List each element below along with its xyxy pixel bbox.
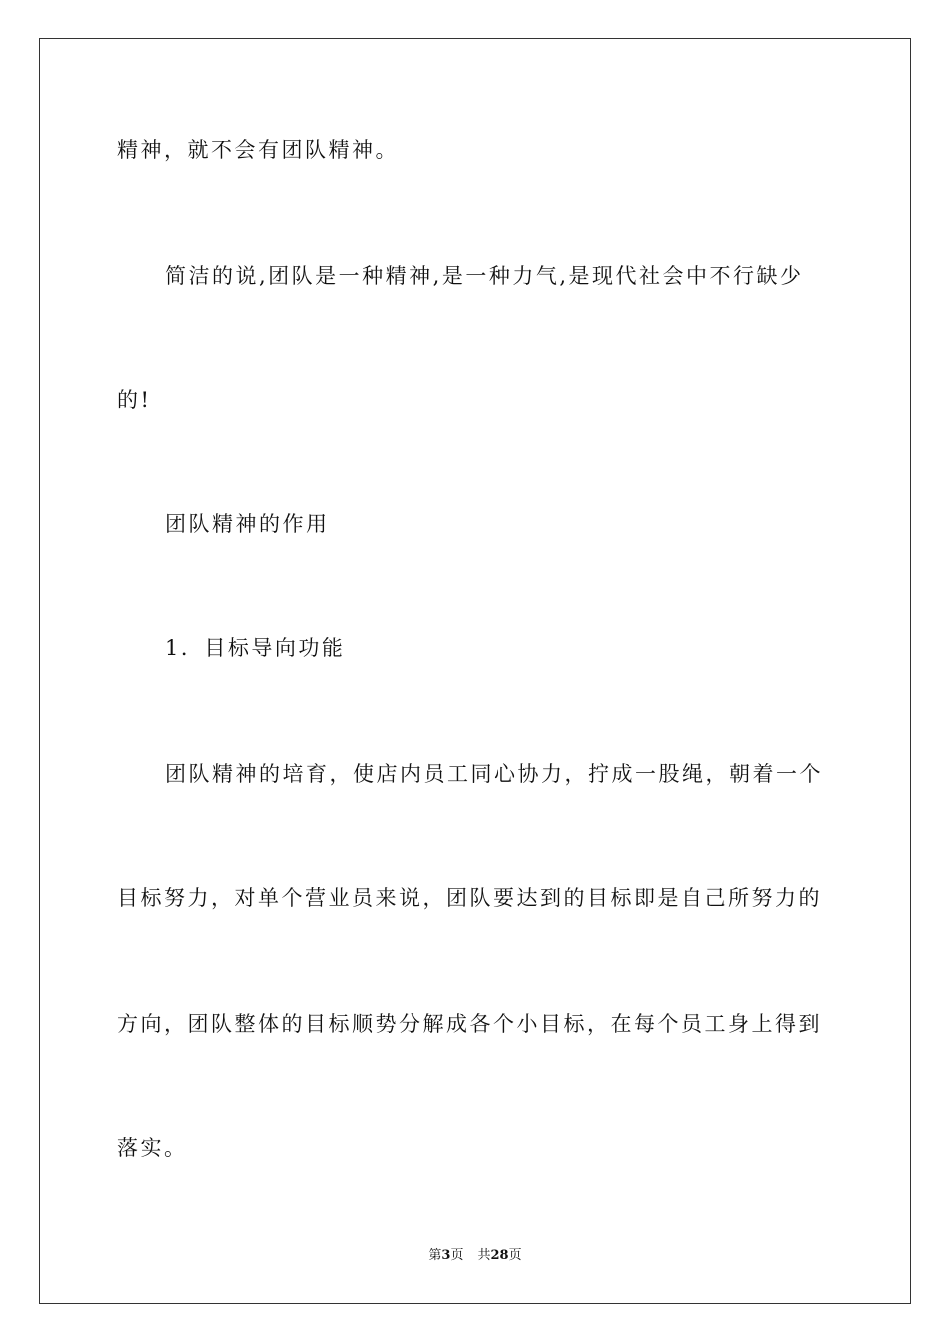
section-heading: 团队精神的作用 [165, 512, 330, 536]
paragraph-line: 简洁的说,团队是一种精神,是一种力气,是现代社会中不行缺少 [165, 264, 804, 288]
total-prefix: 共 [477, 1248, 491, 1263]
paragraph-line: 方向，团队整体的目标顺势分解成各个小目标，在每个员工身上得到 [117, 1012, 822, 1036]
page-footer [0, 1247, 950, 1265]
paragraph-line: 的! [117, 388, 152, 412]
page-frame [39, 38, 911, 1304]
page-number: 3 [441, 1248, 451, 1263]
paragraph-line: 目标努力，对单个营业员来说，团队要达到的目标即是自己所努力的 [117, 886, 822, 910]
page-suffix: 页 [450, 1248, 464, 1263]
paragraph-line: 落实。 [117, 1136, 188, 1160]
page-prefix: 第 [428, 1248, 442, 1263]
paragraph-line: 团队精神的培育，使店内员工同心协力，拧成一股绳，朝着一个 [165, 762, 823, 786]
total-suffix: 页 [508, 1248, 522, 1263]
subsection-heading: 1．目标导向功能 [165, 636, 346, 660]
paragraph-line: 精神，就不会有团队精神。 [117, 138, 399, 162]
total-pages: 28 [490, 1248, 509, 1263]
